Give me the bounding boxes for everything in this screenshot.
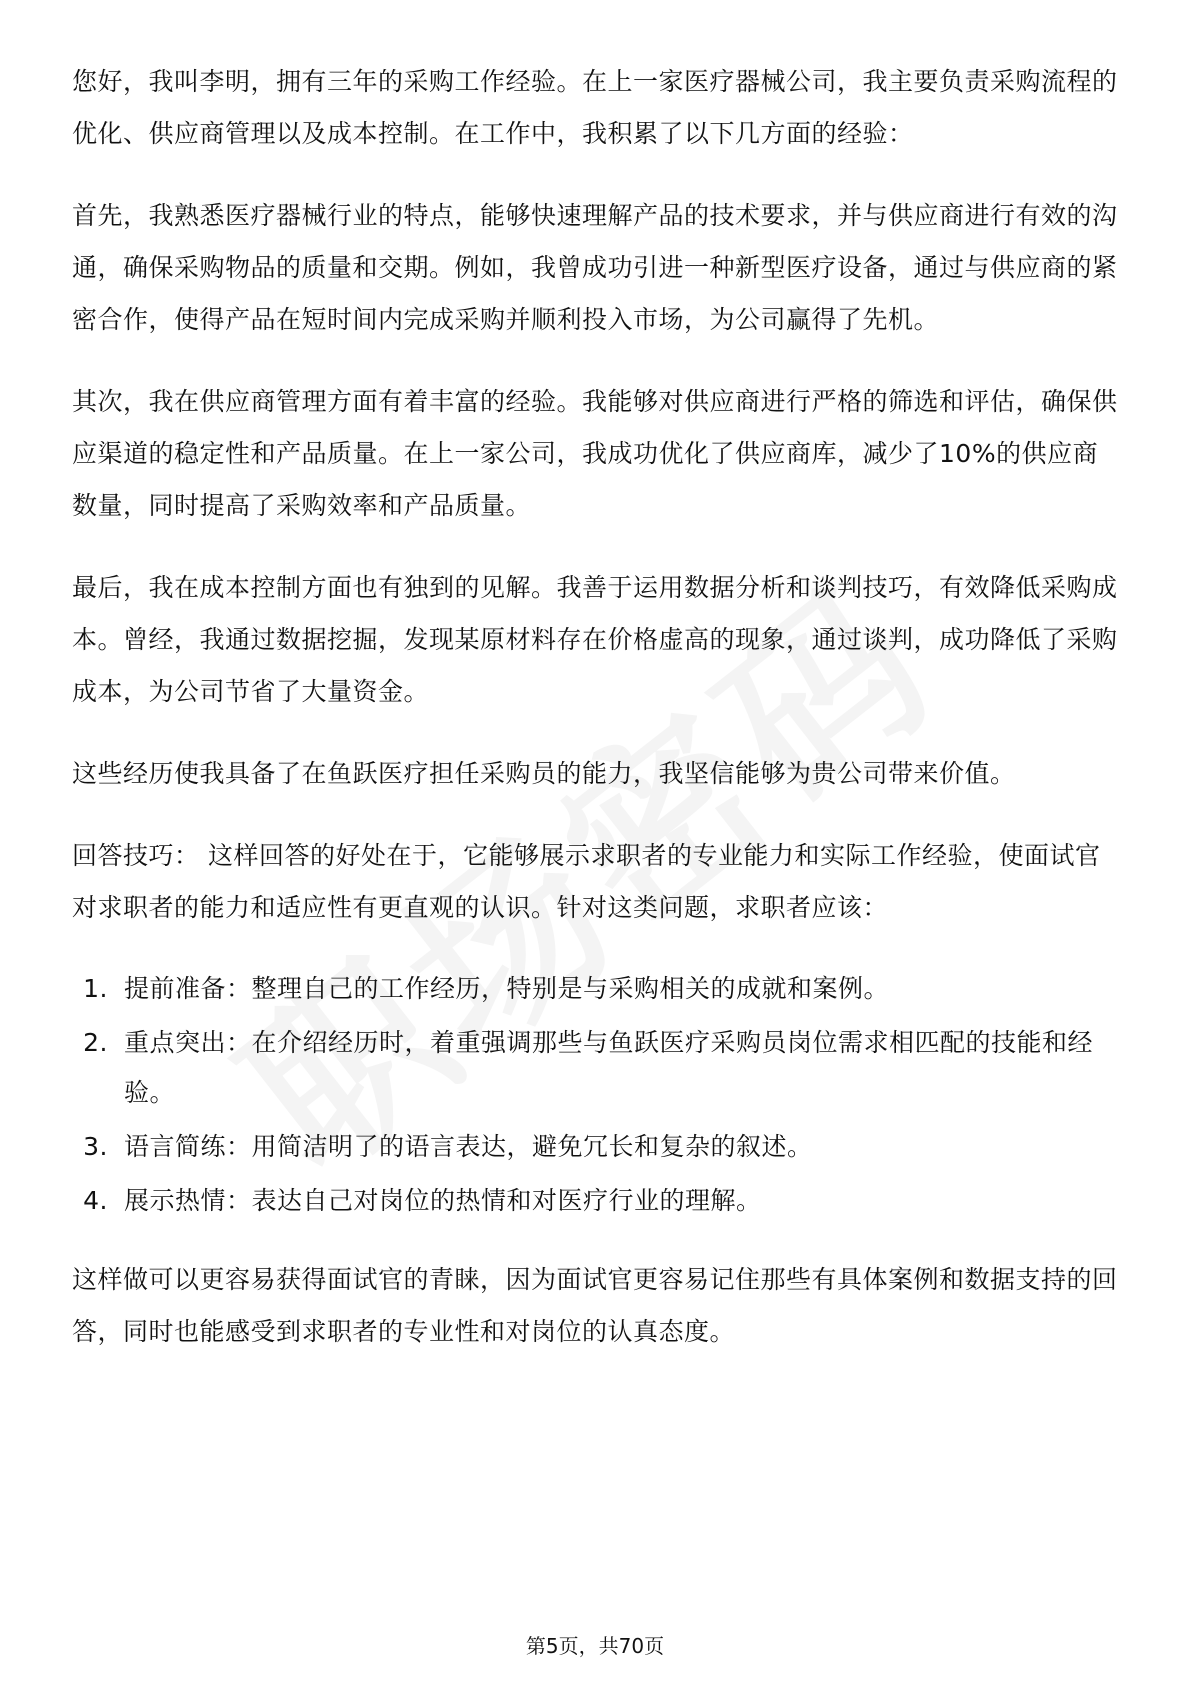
list-item-text: 提前准备：整理自己的工作经历，特别是与采购相关的成就和案例。 <box>124 974 890 1003</box>
paragraph-last: 最后，我在成本控制方面也有独到的见解。我善于运用数据分析和谈判技巧，有效降低采购成本。曾经，我通过数据挖掘，发现某原材料存在价格虚高的现象，通过谈判，成功降低了采购成本，为公司节省了大量资金。 <box>72 573 1118 706</box>
paragraph-first: 首先，我熟悉医疗器械行业的特点，能够快速理解产品的技术要求，并与供应商进行有效的沟通，确保采购物品的质量和交期。例如，我曾成功引进一种新型医疗设备，通过与供应商的紧密合作，使得产品在短时间内完成采购并顺利投入市场，为公司赢得了先机。 <box>72 201 1118 334</box>
list-item-number: 1. <box>83 974 108 1003</box>
paragraph-second: 其次，我在供应商管理方面有着丰富的经验。我能够对供应商进行严格的筛选和评估，确保供应渠道的稳定性和产品质量。在上一家公司，我成功优化了供应商库，减少了10%的供应商数量，同时提高了采购效率和产品质量。 <box>72 387 1118 520</box>
tips-list <box>72 964 1122 1226</box>
list-item-number: 4. <box>83 1186 108 1215</box>
paragraph-intro: 您好，我叫李明，拥有三年的采购工作经验。在上一家医疗器械公司，我主要负责采购流程的优化、供应商管理以及成本控制。在工作中，我积累了以下几方面的经验： <box>72 67 1118 148</box>
list-item-number: 3. <box>83 1132 108 1161</box>
list-item <box>72 964 1122 1014</box>
list-item-text: 展示热情：表达自己对岗位的热情和对医疗行业的理解。 <box>124 1186 762 1215</box>
list-item-text: 语言简练：用简洁明了的语言表达，避免冗长和复杂的叙述。 <box>124 1132 813 1161</box>
page-footer: 第5页，共70页 <box>525 1634 665 1658</box>
paragraph-tips: 回答技巧： 这样回答的好处在于，它能够展示求职者的专业能力和实际工作经验，使面试官对求职者的能力和适应性有更直观的认识。针对这类问题，求职者应该： <box>72 841 1101 922</box>
list-item <box>72 1018 1122 1118</box>
paragraph-closing: 这样做可以更容易获得面试官的青睐，因为面试官更容易记住那些有具体案例和数据支持的回答，同时也能感受到求职者的专业性和对岗位的认真态度。 <box>72 1265 1118 1346</box>
paragraph-summary: 这些经历使我具备了在鱼跃医疗担任采购员的能力，我坚信能够为贵公司带来价值。 <box>72 759 1016 788</box>
list-item-text: 重点突出：在介绍经历时，着重强调那些与鱼跃医疗采购员岗位需求相匹配的技能和经验。 <box>124 1028 1094 1107</box>
document-body <box>72 56 1122 1388</box>
list-item <box>72 1176 1122 1226</box>
list-item <box>72 1122 1122 1172</box>
list-item-number: 2. <box>83 1028 108 1057</box>
